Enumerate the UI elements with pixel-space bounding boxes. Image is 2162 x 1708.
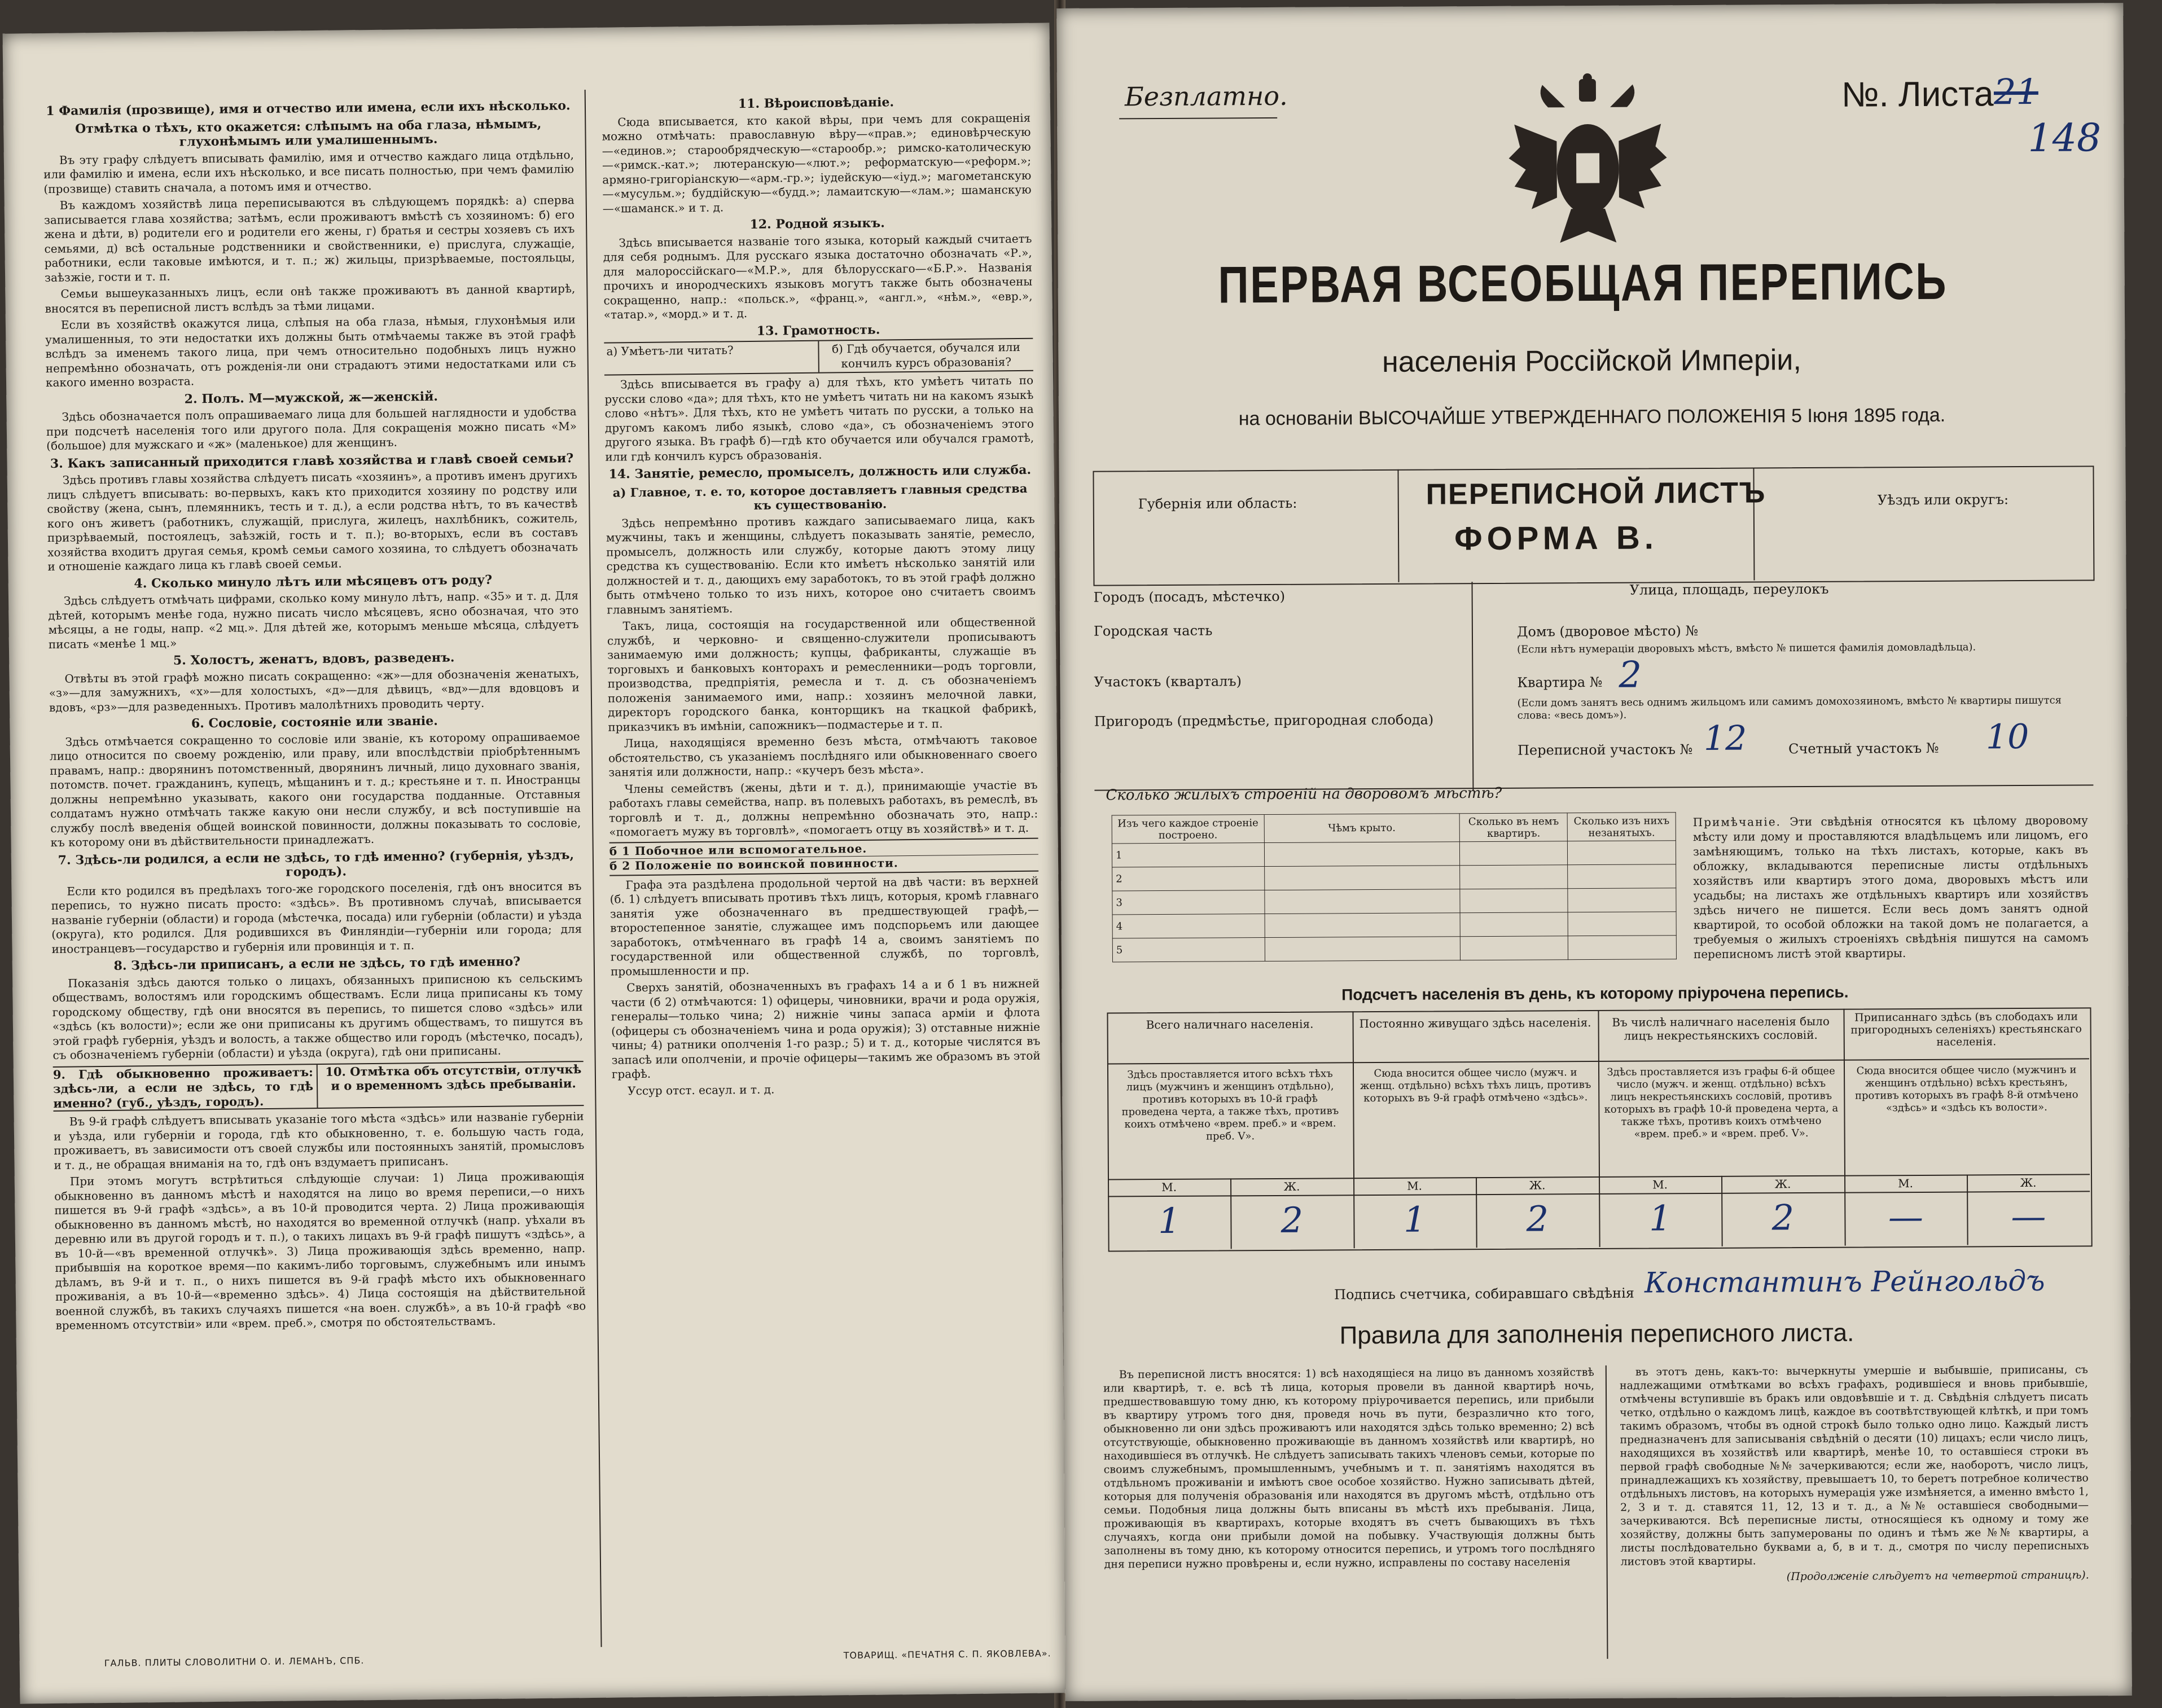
table-row [1112,841,1676,867]
sheet-number-crossed: 21 [1993,71,2039,113]
section-1-subheading: Отмѣтка о тѣхъ, кто окажется: слѣпымъ на оба глаза, нѣмымъ, глухонѣмымъ или умалишеннымъ. [75,116,542,150]
section-8-text: Показанія здѣсь даются только о лицахъ, обязанныхъ приписною къ сельскимъ обществамъ, волостямъ или городскимъ обществамъ. Если лица приписаны къ тому городскому обществу, гдѣ они вносятся въ перепись, то пишется слово «здѣсь» или «здѣсь (къ волости)»; если же они приписаны къ другимъ обществамъ, то пишутся въ этой графѣ губернія, уѣздъ и волость, а также общество или городъ (мѣстечко, посадъ), съ обозначеніемъ губерніи (области) и уѣзда (округа), гдѣ они приписаны. [52,971,584,1062]
male-label: М. [1652,1178,1668,1192]
female-label: Ж. [1529,1178,1546,1192]
sheet-number-handwritten: 148 [2028,116,2102,161]
section-13a-heading: а) Умѣетъ-ли читать? [604,341,819,375]
rules-left [1103,1365,1595,1574]
section-14-text: Члены семействъ (жены, дѣти и т. д.), принимающіе участіе въ работахъ главы семейства, напр. въ полевыхъ работахъ, въ ремеслѣ, въ торговлѣ и т. д., должны непремѣнно обозначать это, напр.: «помогаетъ мужу въ торговлѣ», «помогаетъ отцу въ хозяйствѣ» и т. д. [608,778,1038,839]
form-title: ПЕРЕПИСНОЙ ЛИСТЪ [1426,476,1766,511]
female-label: Ж. [2020,1175,2037,1190]
note-block [1693,813,2089,961]
section-14a-heading: а) Главное, т. е. то, которое доставляетъ главныя средства къ существованію. [612,481,1028,512]
section-14b-text: Сверхъ занятій, обозначенныхъ въ графахъ 14 а и б 1 въ нижней части (б 2) отмѣчаются: 1) офицеры, чиновники, врачи и рода оружія, генералы—только чина; 2) нижніе чины запаса арміи и флота (офицеры съ обозначеніемъ чина и рода оружія); 3) отставные нижніе чины; 4) ратники ополченія 1-го разр.; 5) и т. д., которые числятся въ запасѣ или ополченіи, и прочіе офицеры—такимъ же образомъ въ этой графѣ. [611,976,1041,1081]
guberniya-label: Губернія или область: [1138,495,1297,512]
table-row [1112,936,1676,962]
count-col-1-head: Всего наличнаго населенія. [1146,1017,1314,1032]
section-1-heading: 1 Фамилія (прозвище), имя и отчество или имена, если ихъ нѣсколько. [46,98,571,118]
signature-label: Подпись счетчика, собиравшаго свѣдѣнія [1334,1285,1634,1303]
imperial-eagle-emblem [1503,73,1673,254]
count-col-4-head: Приписаннаго здѣсь (въ слободахъ или пригородныхъ селеніяхъ) крестьянскаго населенія. [1850,1010,2082,1048]
left-column-2 [602,91,1041,1101]
section-5-heading: 5. Холостъ, женатъ, вдовъ, разведенъ. [173,650,455,668]
table-cell [1460,889,1568,913]
kvartira-value: 2 [1619,654,1642,696]
buildings-col-apartments: Сколько въ немъ квартиръ. [1459,813,1567,842]
section-1-text: Если въ хозяйствѣ окажутся лица, слѣпыя на оба глаза, нѣмыя, глухонѣмыя или умалишенныя, то эти недостатки ихъ должны быть отмѣчаемы также въ этой графѣ вслѣдъ за именемъ такого лица, при чемъ относительно подобныхъ лицъ нужно непремѣнно обозначать, отъ рожденія-ли они страдаютъ этими недостатками или съ какого именно возраста. [45,313,576,390]
perepisnoy-uchastok-label: Переписной участокъ № [1517,741,1693,758]
count-col-4-body: Сюда вносится общее число (мужчинъ и женщинъ отдѣльно) всѣхъ крестьянъ, противъ которыхъ въ графѣ 8-й отмѣчено «здѣсь» и «здѣсь къ волости». [1854,1064,2078,1114]
section-14b1-heading: б 1 Побочное или вспомогательное. [609,841,867,858]
rules-title: Правила для заполненія переписного листа. [1339,1319,1854,1350]
census-subtitle: населенія Россійской Имперіи, [1382,344,1801,379]
uezd-label: Уѣздъ или округъ: [1877,491,2009,508]
rules-right-text: въ этотъ день, какъ-то: вычеркнуты умершіе и выбывшіе, приписаны, съ надлежащими отмѣтками во всѣхъ графахъ, родившіеся и вновь прибывшіе, отмѣчены вступившіе въ бракъ или овдовѣвшіе и т. д. Свѣдѣнія слѣдуетъ писать четко, отдѣльно о каждомъ лицѣ, каждое въ соотвѣтствующей клѣткѣ, и при томъ такимъ образомъ, чтобы въ одной строкѣ было только одно лицо. Каждый листъ предназначенъ для записыванія свѣдѣній о десяти (10) лицахъ; если число лицъ, находящихся въ хозяйствѣ или квартирѣ, менѣе 10, то оставшіеся строки въ первой графѣ свободные №№ зачеркиваются; если же, наоборотъ, число лицъ, принадлежащихъ къ хозяйству, превышаетъ 10, то беретъ потребное количество отдѣльныхъ листовъ, на которыхъ нумерація уже измѣняется, а именно вмѣсто 1, 2, 3 и т. д. ставятся 11, 12, 13 и т. д., а №№ оставшіеся свободными—зачеркиваются. Всѣ переписные листы, относящіеся къ одному и тому же хозяйству, должны быть запумерованы по одинъ и тѣмъ же №№ квартиры, а листы послѣдовательно буквами а, б, в и т. д., смотря по числу переписныхъ листовъ этой квартиры. [1619,1363,2089,1568]
table-cell [1264,866,1460,890]
section-3-text: Здѣсь противъ главы хозяйства слѣдуетъ писать «хозяинъ», а противъ именъ другихъ лицъ слѣдуетъ вписывать: во-первыхъ, какъ кто приходится хозяину по родству или свойству (жена, сынъ, племянникъ, тесть и т. д.), а если родства нѣтъ, то въ качествѣ кого онъ живетъ (работникъ, служащій, прислуга, жилецъ, нахлѣбникъ, сожитель, призрѣваемый, постоялецъ, заѣзжій, гость и т. п.); во-вторыхъ, если въ составъ хозяйства входитъ другая семья, кромѣ семьи самого хозяина, то слѣдуетъ обозначать и отношеніе каждаго лица къ главѣ своей семьи. [46,468,578,574]
section-14-heading: 14. Занятіе, ремесло, промыселъ, должность или служба. [608,462,1032,482]
section-7-heading: 7. Здѣсь-ли родился, а если не здѣсь, то гдѣ именно? (губернія, уѣздъ, городъ). [58,847,575,880]
table-cell [1460,865,1568,889]
male-label: М. [1407,1179,1423,1193]
divider [1471,582,1474,791]
rules-left-text: Въ переписной листъ вносятся: 1) всѣ находящіеся на лицо въ данномъ хозяйствѣ или квартирѣ, т. е. всѣ тѣ лица, которыя провели въ данной квартирѣ ночь, предшествовавшую тому дню, къ которому пріурочивается перепись, или прибыли въ квартиру утромъ того дня, проведя ночь въ пути, безразлично кто того, обыкновенно ли они здѣсь проживаютъ или находятся здѣсь только временно; 2) всѣ отсутствующіе, обыкновенно проживающіе въ данномъ хозяйствѣ или квартирѣ, но находившіеся въ отлучкѣ. Не слѣдуетъ записывать такихъ членовъ семьи, которые по своимъ служебнымъ, промышленнымъ, учебнымъ и т. п. занятіямъ находятся въ отдѣльномъ проживаніи и имѣютъ свое особое хозяйство. Нужно записывать дѣтей, которыя для полученія образованія или находятся въ другомъ мѣстѣ, отдѣльно отъ семьи. Подобныя лица должны быть вписаны въ мѣстѣ ихъ пребыванія. Лица, проживающія въ квартирахъ, которые входятъ въ счетъ бывающихъ въ тѣхъ случаяхъ, когда они прибыли домой на побывку. Участвующія должны быть заполнены въ тому дню, къ которому относится перепись, и утромъ того послѣдняго дня переписи нужно провѣрены и, если нужно, исправлены по составу населенія [1103,1366,1595,1571]
kvartira-note: (Если домъ занятъ весь однимъ жильцомъ или самимъ домохозяиномъ, вмѣсто № квартиры пишутся слова: «весь домъ»). [1517,694,2062,722]
table-cell [1568,841,1676,865]
table-row [1112,912,1676,938]
table-cell [1265,913,1461,938]
male-label: М. [1161,1180,1177,1195]
section-13-text: Здѣсь вписывается въ графу а) для тѣхъ, кто умѣетъ читать по русски слово «да»; для тѣхъ, кто не умѣетъ читать ни на какомъ языкѣ слово «нѣтъ». Для тѣхъ, кто не умѣетъ читать по русски, а только на другомъ какомъ либо языкѣ, слово «да», съ обозначеніемъ этого другого языка. Въ графѣ б)—гдѣ кто обучается или обучался грамотѣ, или гдѣ кончилъ курсъ образованія. [604,373,1034,464]
section-13-heading: 13. Грамотность. [756,322,880,339]
buildings-col-roof: Чѣмъ крыто. [1264,814,1460,843]
table-cell [1264,842,1460,867]
count-col-3-head: Въ числѣ наличнаго населенія было лицъ некрестьянскихъ сословій. [1612,1014,1830,1043]
schetny-uchastok-value: 10 [1985,717,2029,757]
count-col-1-body: Здѣсь проставляется итого всѣхъ тѣхъ лицъ (мужчинъ и женщинъ отдѣльно), противъ которыхъ въ 10-й графѣ проведена черта, а также тѣхъ, противъ коихъ отмѣчено «врем. преб.» и «врем. преб. V». [1121,1068,1339,1143]
table-cell [1264,889,1460,914]
ulitsa-label: Улица, площадь, переулокъ [1629,581,1829,598]
section-1-text: Семьи вышеуказанныхъ лицъ, если онѣ также проживаютъ въ данной квартирѣ, вносятся въ переписной листъ вслѣдъ за тѣми лицами. [45,282,576,315]
count-col-2-head: Постоянно живущаго здѣсь населенія. [1359,1016,1591,1031]
prigorod-label: Пригородъ (предмѣстье, пригородная слобода) [1094,712,1434,730]
rules-divider [1606,1365,1608,1659]
table-cell [1568,888,1676,912]
section-14b-heading-box [609,837,1039,876]
row-number: 4 [1112,914,1265,938]
section-13-subheading-row [604,338,1033,376]
row-number: 3 [1112,890,1265,915]
census-main-title: ПЕРВАЯ ВСЕОБЩАЯ ПЕРЕПИСЬ [1218,252,1948,314]
count-col-2-body: Сюда вносится общее число (мужч. и женщ. отдѣльно) всѣхъ тѣхъ лицъ, противъ которыхъ въ 9-й графѣ отмѣчено «здѣсь». [1360,1066,1591,1105]
table-cell [1265,937,1461,961]
printer-imprint-left: ГАЛЬВ. ПЛИТЫ СЛОВОЛИТНИ О. И. ЛЕМАНЪ, СПБ. [104,1655,365,1669]
rules-right [1620,1363,2089,1586]
section-1-text: Въ каждомъ хозяйствѣ лица переписываются въ слѣдующемъ порядкѣ: а) сперва записывается глава хозяйства; затѣмъ, если проживаютъ вмѣстѣ съ хозяиномъ: б) его жена и дѣти, в) родители его и родители его жены, г) братья и сестры хозяевъ съ ихъ семьями, д) всѣ остальные родственники и свойственники, е) прислуга, служащіе, работники, если таковые имѣются, и т. п.; ж) жильцы, призрѣваемые, постояльцы, заѣзжіе, гости и т. п. [43,193,575,284]
sheet-number-label: №. Листа [1841,74,1994,115]
female-label: Ж. [1283,1179,1300,1193]
section-6-heading: 6. Сословіе, состояніе или званіе. [191,713,438,731]
section-11-text: Сюда вписывается, кто какой вѣры, при чемъ для сокращенія можно отмѣчать: православную вѣру—«прав.»; единовѣрческую—«единов.»; старообрядческую—«старообр.»; римско-католическую—«римск.-кат.»; лютеранскую—«лют.»; реформатскую—«реформ.»; армяно-григоріанскую—«арм.-гр.»; іудейскую—«іуд.»; магометанскую—«мусульм.»; буддійскую—«будд.»; ламаитскую—«лам.»; шаманскую—«шаманск.» и т. д. [602,111,1032,216]
section-12-heading: 12. Родной языкъ. [749,216,885,232]
section-14b-text: Уссур отст. есаул. и т. д. [628,1082,775,1097]
buildings-col-material: Изъ чего каждое строеніе построено. [1112,815,1264,844]
section-6-text: Здѣсь отмѣчается сокращенно то сословіе или званіе, къ которому опрашиваемое лицо относится по своему рожденію, или праву, или впослѣдствіи пріобрѣтеннымъ правамъ, напр.: дворянинъ потомственный, дворянинъ личный, лицо духовнаго званія, потомств. почет. гражданинъ, купецъ, мѣщанинъ и т. д.; крестьяне и т. п. Иностранцы должны непремѣнно указывать, какого они государства подданные. Отставныя солдатамъ нужно отмѣчать также какую они несли службу, и всѣ поступившіе на службу послѣ введенія общей воинской повинности, должны показывать то сословіе, къ которому они въ дѣйствительности принадлежатъ. [49,729,581,849]
section-14-text: Такъ, лица, состоящія на государственной или общественной службѣ, и черковно- и священно-служители прописываютъ занимаемую ими должность; купцы, фабриканты, служащіе въ торговыхъ и банковыхъ конторахъ и ремесленники—родъ торговли, производства, предпріятія, ремесла и т. д. съ обозначеніемъ положенія занимаемого ими, напр.: хозяинъ мелочной лавки, директоръ городского банка, конторщикъ на ткацкой фабрикѣ, приказчикъ въ имѣніи, сапожникъ—подмастерье и т. п. [607,614,1037,734]
buildings-question: Сколько жилыхъ строеній на дворовомъ мѣстѣ? [1106,784,1502,804]
count-4-female-value: — [2011,1195,2046,1237]
underline [1119,117,1277,119]
section-14b-text: Графа эта раздѣлена продольной чертой на двѣ части: въ верхней (б. 1) слѣдуетъ вписывать противъ тѣхъ лицъ, которыя, кромѣ главнаго занятія уже обозначеннаго въ предшествующей графѣ,—второстепенное занятіе, служащее имъ подспорьемъ или дающее заработокъ, отмѣченнаго въ графѣ 14 а, своимъ занятіемъ по государственной или общественной службѣ, по торговлѣ, промышленности и пр. [609,873,1040,978]
table-cell [1460,912,1568,937]
column-divider [585,90,602,1647]
male-label: М. [1898,1176,1914,1191]
perepisnoy-uchastok-value: 12 [1703,718,1747,758]
section-9-10-heading-row [53,1061,584,1112]
table-cell [1460,841,1568,866]
left-page [3,23,1067,1703]
buildings-col-vacant: Сколько изъ нихъ незанятыхъ. [1567,813,1676,841]
table-cell [1568,912,1676,936]
signature-value: Константинъ Рейнгольдъ [1644,1264,2045,1299]
row-number: 2 [1112,867,1265,891]
printer-imprint-right: ТОВАРИЩ. «ПЕЧАТНЯ С. П. ЯКОВЛЕВА». [843,1648,1051,1661]
dom-label: Домъ (дворовое мѣсто) № [1516,623,1699,640]
right-page [1056,3,2132,1701]
female-label: Ж. [1774,1177,1791,1191]
gorod-chast-label: Городская часть [1093,622,1213,639]
section-1-text: Въ эту графу слѣдуетъ вписывать фамилію, имя и отчество каждаго лица отдѣльно, или фамилію и имена, если ихъ нѣсколько, и все писать полностью, при чемъ фамилію (прозвище) ставить сначала, а потомъ имя и отчество. [43,147,575,196]
table-row [1112,888,1676,915]
note-title: Примѣчаніе. [1692,815,1782,829]
table-cell [1461,936,1568,960]
section-14b2-heading: б 2 Положеніе по воинской повинности. [609,854,1038,873]
count-3-male-value: 1 [1648,1197,1672,1239]
table-cell [1568,936,1677,960]
section-9-text: При этомъ могутъ встрѣтиться слѣдующіе случаи: 1) Лица проживающія обыкновенно въ данномъ мѣстѣ и находятся на лицо во время переписи,—о нихъ пишется въ 9-й графѣ «здѣсь», а въ 10-й проводится черта. 2) Лица проживающія обыкновенно въ данномъ мѣстѣ, но находятся во временной отлучкѣ (напр. уѣхали въ деревню или въ другой городъ и т. п.), о такихъ лицахъ въ 9-й графѣ пишутъ «здѣсь», а въ 10-й—«въ временной отлучкѣ». 3) Лица проживающія здѣсь временно, напр. прибывшія на короткое время—по какимъ-либо торговымъ, служебнымъ или инымъ дѣламъ, въ 9-й и т. п., о нихъ пишется въ 9-й графѣ мѣсто ихъ обыкновеннаго проживанія, а въ 10-й—«временно здѣсь». 4) Лица состоящія на дѣйствительной военной службѣ, въ такихъ случаяхъ пишется «на воен. службѣ», а въ 10-й графѣ «во временномъ отсутствіи» или «врем. преб.», смотря по обстоятельствамъ. [54,1169,586,1332]
section-4-text: Здѣсь слѣдуетъ отмѣчать цифрами, сколько кому минуло лѣтъ, напр. «35» и т. д. Для дѣтей, которымъ менѣе года, нужно писать число мѣсяцевъ, ясно обозначая, что это мѣсяцы, а не годы, напр. «2 мц.». Для дѣтей же, которымъ меньше мѣсяца, слѣдуетъ писать «менѣе 1 мц.» [48,589,579,651]
section-4-heading: 4. Сколько минуло лѣтъ или мѣсяцевъ отъ роду? [134,572,493,591]
rules-continuation: (Продолженіе слѣдуетъ на четвертой страницѣ). [1786,1569,2089,1583]
row-number: 1 [1112,843,1264,867]
section-2-text: Здѣсь обозначается полъ опрашиваемаго лица для большей наглядности и удобства при подсчетѣ населенія того или другого пола. Для сокращенія можно писать «М» (большое) для мужскаго и «ж» (маленькое) для женщинъ. [46,405,577,453]
section-3-heading: 3. Какъ записанный приходится главѣ хозяйства и главѣ своей семьи? [50,450,574,471]
section-8-heading: 8. Здѣсь-ли приписанъ, а если не здѣсь, то гдѣ именно? [113,954,521,973]
section-9-heading: 9. Гдѣ обыкновенно проживаетъ: здѣсь-ли, а если не здѣсь, то гдѣ именно? (губ., уѣздъ, городъ). [53,1065,318,1110]
row-number: 5 [1112,938,1265,962]
count-2-female-value: 2 [1526,1198,1549,1240]
table-row [1112,864,1676,891]
count-2-male-value: 1 [1403,1198,1426,1240]
section-5-text: Отвѣты въ этой графѣ можно писать сокращенно: «ж»—для обозначенія женатыхъ, «з»—для замужнихъ, «х»—для холостыхъ, «д»—для дѣвицъ, «вд»—для вдовцовъ и вдовъ, «рз»—для разведенныхъ. Противъ малолѣтнихъ проводить черту. [49,666,580,714]
section-2-heading: 2. Полъ. М—мужской, ж—женскій. [184,389,438,406]
count-4-male-value: — [1888,1196,1924,1238]
form-name: ФОРМА В. [1454,519,1659,557]
section-7-text: Если кто родился въ предѣлахъ того-же городского поселенія, гдѣ онъ вносится въ перепись, то нужно писать просто: «здѣсь». Въ противномъ случаѣ, вписывается названіе губерніи (области) и города (мѣстечка, посада) или губерніи (области) и уѣзда (округа), кто родился. Для родившихся въ Финляндіи—губерніи или города; для иностранцевъ—государство и губернія или провинція и т. п. [51,879,582,956]
section-10-heading: 10. Отмѣтка объ отсутствіи, отлучкѣ и о временномъ здѣсь пребываніи. [325,1061,582,1093]
census-basis-line: на основаніи ВЫСОЧАЙШЕ УТВЕРЖДЕННАГО ПОЛОЖЕНІЯ 5 Іюня 1895 года. [1238,404,1946,430]
schetny-uchastok-label: Счетный участокъ № [1788,740,1939,757]
section-13b-heading: б) Гдѣ обучается, обучался или кончилъ курсъ образованія? [831,340,1021,370]
count-col-3-body: Здѣсь проставляется изъ графы 6-й общее число (мужч. и женщ. отдѣльно) всѣхъ лицъ некрестьянскихъ сословій, противъ которыхъ въ графѣ 10-й проведена черта, а также тѣхъ, противъ коихъ отмѣчено «врем. преб.» и «врем. преб. V». [1604,1065,1839,1140]
gorod-label: Городъ (посадъ, мѣстечко) [1093,588,1286,605]
note-text: Эти свѣдѣнія относятся къ цѣлому дворовому мѣсту или дому и проставляются владѣльцемъ или лицомъ, его замѣняющимъ, только на тѣхъ листахъ, которые, какъ въ обложку, вкладываются переписные листы отдѣльныхъ хозяйствъ или квартиръ этого дома, дворовыхъ мѣстъ или усадьбы; на листахъ же отдѣльныхъ квартиръ или хозяйствъ здѣсь ничего не пишется. Если весь домъ занятъ одной квартирой, то особой обложки на такой домъ не полагается, а требуемыя о жилыхъ строеніяхъ свѣдѣнія пишутся на самомъ переписномъ листѣ этой квартиры. [1692,813,2089,961]
table-cell [1568,864,1676,889]
count-1-female-value: 2 [1280,1199,1304,1241]
count-3-female-value: 2 [1771,1197,1795,1239]
buildings-table [1112,812,1677,962]
count-heading: Подсчетъ населенія въ день, къ которому пріурочена перепись. [1341,983,1849,1004]
kvartira-label: Квартира № [1517,674,1603,691]
section-14-text: Здѣсь непремѣнно противъ каждаго записываемаго лица, какъ мужчины, такъ и женщины, слѣдуетъ показывать занятіе, ремесло, промыселъ, должность или службу, которые даютъ этому лицу средства къ существованію. Если кто имѣетъ нѣсколько занятій или должностей и т. д., дающихъ ему заработокъ, то въ этой графѣ должно быть отмѣчено только то изъ нихъ, которое оно считаетъ своимъ главнымъ занятіемъ. [606,512,1036,617]
dom-note: (Если нѣтъ нумераціи дворовыхъ мѣстъ, вмѣсто № пишется фамилія домовладѣльца). [1517,641,1976,656]
section-11-heading: 11. Вѣроисповѣданіе. [738,95,894,112]
left-column-1 [43,95,586,1335]
free-of-charge-label: Безплатно. [1124,80,1288,112]
section-14-text: Лица, находящіяся временно безъ мѣста, отмѣчаютъ таковое обстоятельство, съ указаніемъ послѣдняго или обыкновеннаго своего занятія или должности, напр.: «кучеръ безъ мѣста». [608,732,1038,779]
uchastok-label: Участокъ (кварталъ) [1094,673,1242,690]
count-1-male-value: 1 [1157,1200,1181,1242]
section-9-text: Въ 9-й графѣ слѣдуетъ вписывать указаніе того мѣста «здѣсь» или названіе губерніи и уѣзда, или губерніи и города, гдѣ кто обыкновенно, т. е. большую часть года, проживаетъ, въ зависимости отъ своей службы или постоянныхъ занятій, промысловъ и т. д., не обращая вниманія на то, гдѣ онъ вздумаетъ приписанъ. [53,1109,585,1172]
section-12-text: Здѣсь вписывается названіе того языка, который каждый считаетъ для себя роднымъ. Для русскаго языка достаточно обозначать «Р.», для малороссійскаго—«М.Р.», для бѣлорусскаго—«Б.Р.». Названія прочихъ и инородческихъ языковъ могутъ также быть обозначены сокращенно, напр.: «польск.», «франц.», «англ.», «нѣм.», «евр.», «татар.», «морд.» и т. д. [603,231,1033,322]
